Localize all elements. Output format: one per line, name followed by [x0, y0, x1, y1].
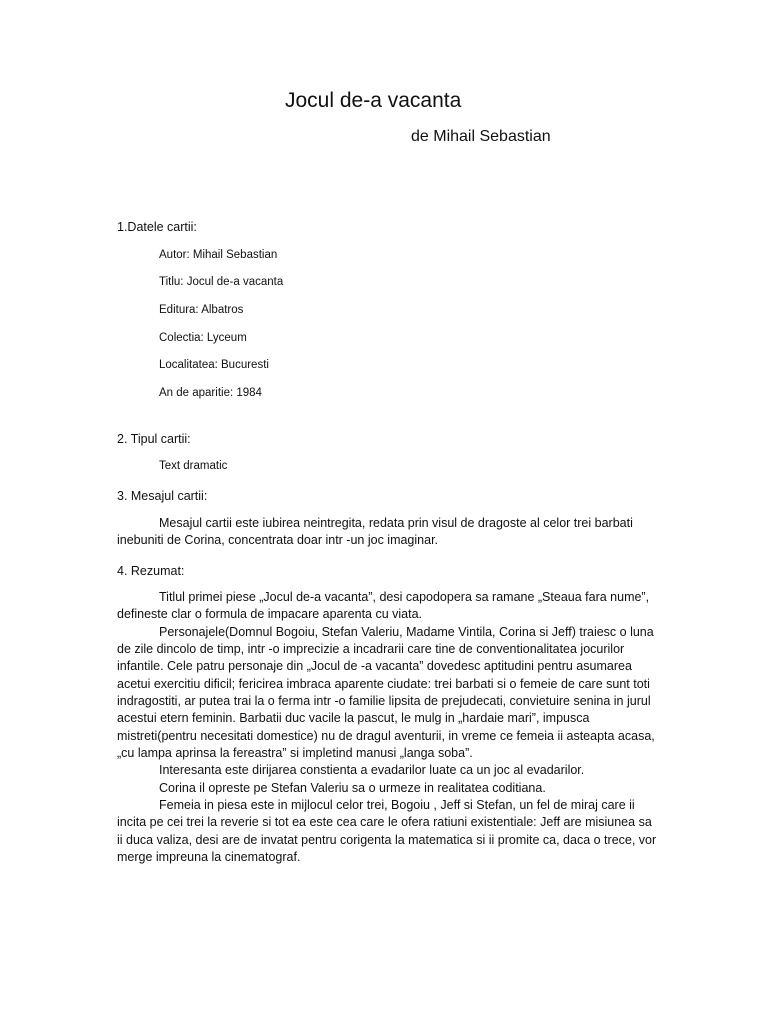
field-autor: Autor: Mihail Sebastian: [159, 249, 278, 261]
rezumat-paragraph: Corina il opreste pe Stefan Valeriu sa o urmeze in realitatea coditiana.: [159, 780, 546, 795]
mesaj-text: Mesajul cartii este iubirea neintregita, redata prin visul de dragoste al celor trei barbati inebuniti de Corina, concentrata doar intr -un joc imaginar.: [117, 516, 633, 548]
mesaj-paragraph: [117, 515, 657, 550]
document-title: Jocul de-a vacanta: [285, 89, 462, 112]
field-editura: Editura: Albatros: [159, 304, 244, 316]
rezumat-paragraph: Femeia in piesa este in mijlocul celor trei, Bogoiu , Jeff si Stefan, un fel de miraj care ii incita pe cei trei la reverie si tot ea este cea care le ofera ratiuni existentiale: Jeff are misiunea sa ii duca valiza, desi are de invatat pentru corigenta la matematica si ii promite ca, daca o trece, vor merge impreuna la cinematograf.: [117, 798, 657, 865]
document-author: de Mihail Sebastian: [411, 128, 551, 145]
rezumat-paragraph: Titlul primei piese „Jocul de-a vacanta”, desi capodopera sa ramane „Steaua fara nume”, defineste clar o formula de impacare aparenta cu viata.: [117, 590, 650, 622]
rezumat-paragraph: Interesanta este dirijarea constienta a evadarilor luate ca un joc al evadarilor.: [159, 763, 585, 778]
field-titlu: Titlu: Jocul de-a vacanta: [159, 276, 284, 288]
section-heading-tipul-cartii: 2. Tipul cartii:: [117, 432, 191, 446]
field-localitatea: Localitatea: Bucuresti: [159, 359, 269, 371]
section-heading-mesajul-cartii: 3. Mesajul cartii:: [117, 489, 208, 503]
field-colectia: Colectia: Lyceum: [159, 332, 247, 344]
field-tipul-cartii: Text dramatic: [159, 460, 228, 472]
section-heading-datele-cartii: 1.Datele cartii:: [117, 220, 197, 234]
rezumat-body: [117, 589, 657, 867]
section-heading-rezumat: 4. Rezumat:: [117, 564, 185, 578]
field-an-aparitie: An de aparitie: 1984: [159, 387, 262, 399]
rezumat-paragraph: Personajele(Domnul Bogoiu, Stefan Valeriu, Madame Vintila, Corina si Jeff) traiesc o luna de zile dincolo de timp, intr -o imprecizie a incadrarii care tine de conventionalitatea jocurilor infantile. Cele patru personaje din „Jocul de -a vacanta” dovedesc aptitudini pentru asumarea acetui exercitiu dificil; fericirea imbraca aparente ciudate: trei barbati si o femeie de care sunt toti indragostiti, ar putea trai la o ferma intr -o familie lipsita de prejudecati, convietuire senina in jurul acestui etern feminin. Barbatii duc vacile la pascut, le mulg in „hardaie mari”, impusca mistreti(pentru necesitati domestice) nu de dragul aventurii, in vreme ce femeia ii asteapta acasa, „cu lampa aprinsa la fereastra” si impletind manusi „langa soba”.: [117, 624, 655, 761]
